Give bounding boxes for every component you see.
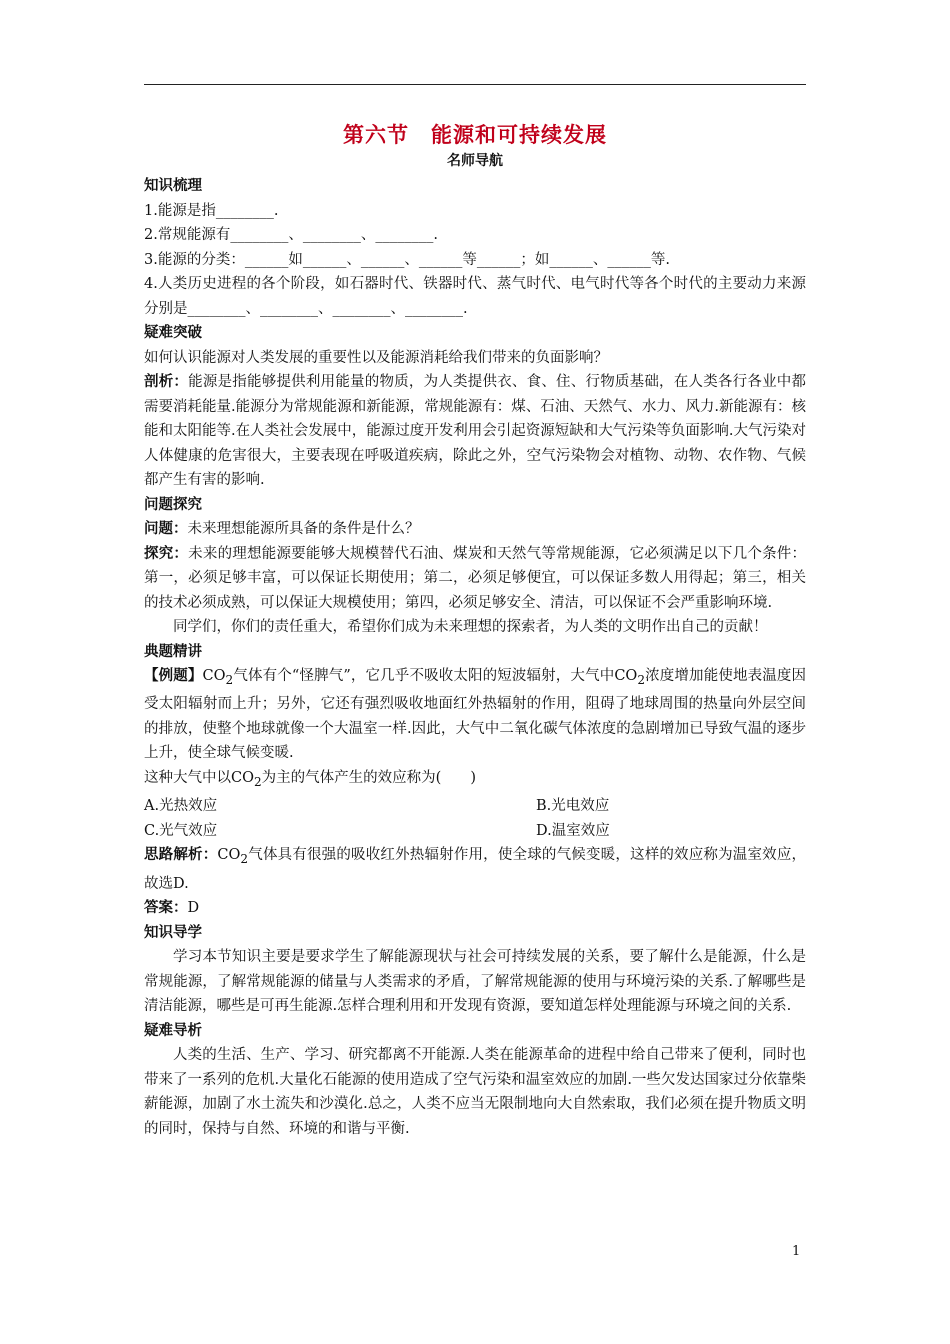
difficulty-question: 如何认识能源对人类发展的重要性以及能源消耗给我们带来的负面影响？ — [144, 349, 608, 366]
header-rule — [144, 84, 806, 85]
stem-text-c: 浓度增加能使地表温度因受太阳辐射而上升；另外，它还有强烈吸收地面红外热辐射的作用，阻碍了地球周围的热量向外层空间的排放，使整个地球就像一个大温室一样.因此，大气中二氧化碳气体浓度的急剧增加已导致气温的逐步上升，使全球气候变暖. — [144, 668, 807, 762]
subscript: 2 — [225, 672, 234, 687]
difficulty-analysis — [144, 370, 806, 493]
page-title: 第六节 能源和可持续发展 — [343, 123, 607, 147]
example-label: 【例题】 — [144, 668, 203, 684]
option-c: C.光气效应 — [144, 822, 218, 839]
section-heading-inquiry: 问题探究 — [144, 496, 202, 513]
example-stem — [144, 664, 806, 766]
answer-label: 答案： — [144, 900, 188, 917]
question-text: 未来理想能源所具备的条件是什么？ — [187, 521, 420, 537]
example-solution — [144, 843, 806, 896]
explore-label: 探究： — [144, 545, 189, 562]
inquiry-explore — [144, 542, 806, 616]
section-heading-knowledge: 知识梳理 — [144, 178, 202, 194]
knowledge-item-3: 3.能源的分类：______如______、______、______等______；如______、______等. — [144, 251, 670, 268]
knowledge-item-1: 1.能源是指________. — [144, 202, 279, 219]
solution-text-a: CO — [217, 847, 241, 864]
subscript: 2 — [240, 852, 249, 867]
prompt-text-b: 为主的气体产生的效应称为( ) — [261, 769, 476, 786]
solution-label: 思路解析： — [144, 847, 218, 864]
analysis-label: 剖析： — [144, 374, 189, 390]
explore-text: 未来的理想能源要能够大规模替代石油、煤炭和天然气等常规能源，它必须满足以下几个条件：第一，必须足够丰富，可以保证长期使用；第二，必须足够便宜，可以保证多数人用得起；第三，相关的技术必须成熟，可以保证大规模使用；第四，必须足够安全、清洁，可以保证不会严重影响环境. — [144, 545, 807, 611]
section-heading-difficulty: 疑难突破 — [144, 325, 202, 341]
subscript: 2 — [253, 774, 262, 789]
option-a: A.光热效应 — [144, 798, 218, 815]
guide-text: 学习本节知识主要是要求学生了解能源现状与社会可持续发展的关系，要了解什么是能源，什么是常规能源，了解常规能源的储量与人类需求的矛盾，了解常规能源的使用与环境污染的关系.了解哪些是清洁能源，哪些是可再生能源.怎样合理利用和开发现有资源，要知道怎样处理能源与环境之间的关系. — [144, 949, 806, 1015]
analysis-paragraph: 人类的生活、生产、学习、研究都离不开能源.人类在能源革命的进程中给自己带来了便利，同时也带来了一系列的危机.大量化石能源的使用造成了空气污染和温室效应的加剧.一些欠发达国家过分依靠柴薪能源，加剧了水土流失和沙漠化.总之，人类不应当无限制地向大自然索取，我们必须在提升物质文明的同时，保持与自然、环境的和谐与平衡. — [144, 1047, 806, 1137]
prompt-text-a: 这种大气中以CO — [144, 769, 254, 786]
answer-options — [144, 794, 806, 843]
page-subtitle: 名师导航 — [447, 153, 503, 169]
co2-text: CO — [202, 668, 226, 684]
stem-text-b: 气体有个“怪脾气”，它几乎不吸收太阳的短波辐射，大气中CO — [233, 668, 638, 684]
knowledge-item-2: 2.常规能源有________、________、________. — [144, 227, 438, 243]
solution-text-b: 气体具有很强的吸收红外热辐射作用，使全球的气候变暖，这样的效应称为温室效应，故选D. — [144, 847, 807, 892]
example-prompt — [144, 766, 806, 794]
page-number: 1 — [792, 1244, 801, 1259]
analysis-text: 能源是指能够提供利用能量的物质，为人类提供衣、食、住、行物质基础，在人类各行各业中都需要消耗能量.能源分为常规能源和新能源，常规能源有：煤、石油、天然气、水力、风力.新能源有：核能和太阳能等.在人类社会发展中，能源过度开发利用会引起资源短缺和大气污染等负面影响.大气污染对人体健康的危害很大，主要表现在呼吸道疾病，除此之外，空气污染物会对植物、动物、农作物、气候都产生有害的影响. — [144, 374, 807, 488]
inquiry-closing: 同学们，你们的责任重大，希望你们成为未来理想的探索者，为人类的文明作出自己的贡献！ — [173, 619, 768, 635]
answer-value: D — [187, 900, 200, 917]
option-d: D.温室效应 — [536, 822, 610, 839]
option-b: B.光电效应 — [536, 798, 610, 815]
knowledge-item-4: 4.人类历史进程的各个阶段，如石器时代、铁器时代、蒸气时代、电气时代等各个时代的主要动力来源分别是________、________、________、________. — [144, 276, 806, 317]
section-heading-analysis: 疑难导析 — [144, 1022, 202, 1039]
section-heading-guide: 知识导学 — [144, 924, 202, 941]
document-page — [144, 120, 806, 1141]
example-answer — [144, 896, 806, 921]
inquiry-question — [144, 517, 806, 542]
subscript: 2 — [637, 672, 646, 687]
question-label: 问题： — [144, 521, 188, 537]
section-heading-example: 典题精讲 — [144, 643, 202, 660]
